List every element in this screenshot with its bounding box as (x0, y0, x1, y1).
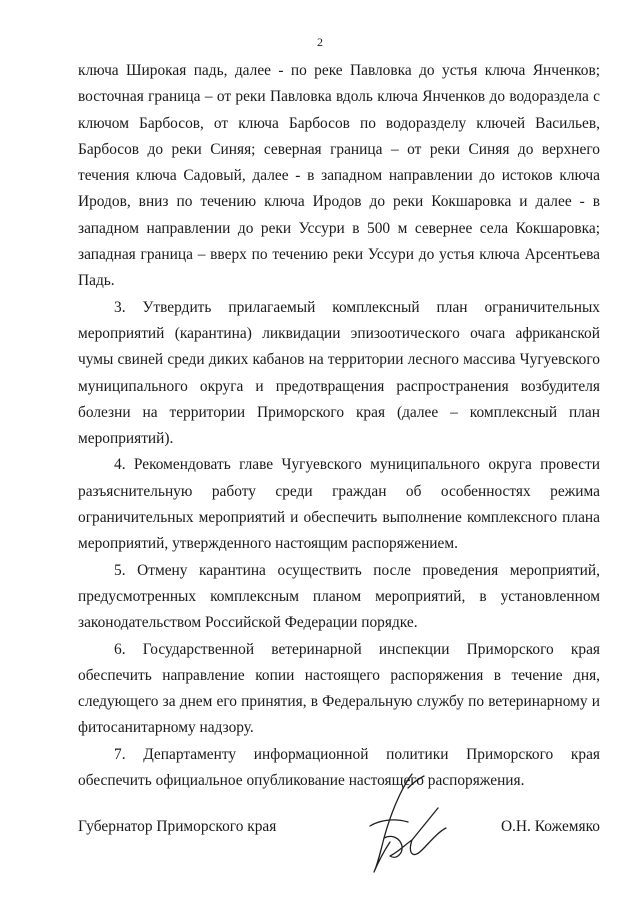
paragraph-item-6: 6. Государственной ветеринарной инспекции Приморского края обеспечить направление копии настоящего распоряжения в течение дня, следующего за днем его принятия, в Федеральную службу по ветеринарному и фитосанитарному надзору. (78, 640, 600, 737)
paragraph-item-7: 7. Департаменту информационной политики Приморского края обеспечить официальное опубликование настоящего распоряжения. (78, 745, 600, 790)
paragraph-item-3: 3. Утвердить прилагаемый комплексный план ограничительных мероприятий (карантина) ликвидации эпизоотического очага африканской чумы свиней среди диких кабанов на территории лесного массива Чугуевского муниципального округа и предотвращения распространения возбудителя болезни на территории Приморского края (далее – комплексный план мероприятий). (78, 298, 600, 448)
paragraph-item-5: 5. Отмену карантина осуществить после проведения мероприятий, предусмотренных комплексным планом мероприятий, в установленном законодательством Российской Федерации порядке. (78, 561, 600, 632)
signatory-position: Губернатор Приморского края (78, 818, 277, 835)
signatory-name: О.Н. Кожемяко (500, 818, 600, 835)
document-body (78, 58, 600, 794)
paragraph-boundaries: ключа Широкая падь, далее - по реке Павловка до устья ключа Янченков; восточная граница – от реки Павловка вдоль ключа Янченков до водораздела с ключом Барбосов, от ключа Барбосов по водоразделу ключей Васильев, Барбосов до реки Синяя; северная граница – от реки Синяя до верхнего течения ключа Садовый, далее - в западном направлении до истоков ключа Иродов, вниз по течению ключа Иродов до реки Кокшаровка и далее - в западном направлении до реки Уссури в 500 м севернее села Кокшаровка; западная граница – вверх по течению реки Уссури до устья ключа Арсентьева Падь. (78, 62, 600, 290)
paragraph-item-4: 4. Рекомендовать главе Чугуевского муниципального округа провести разъяснительную работу среди граждан об особенностях режима ограничительных мероприятий и обеспечить выполнение комплексного плана мероприятий, утвержденного настоящим распоряжением. (78, 456, 600, 553)
signature-block (78, 818, 600, 842)
page-number: 2 (317, 35, 323, 49)
